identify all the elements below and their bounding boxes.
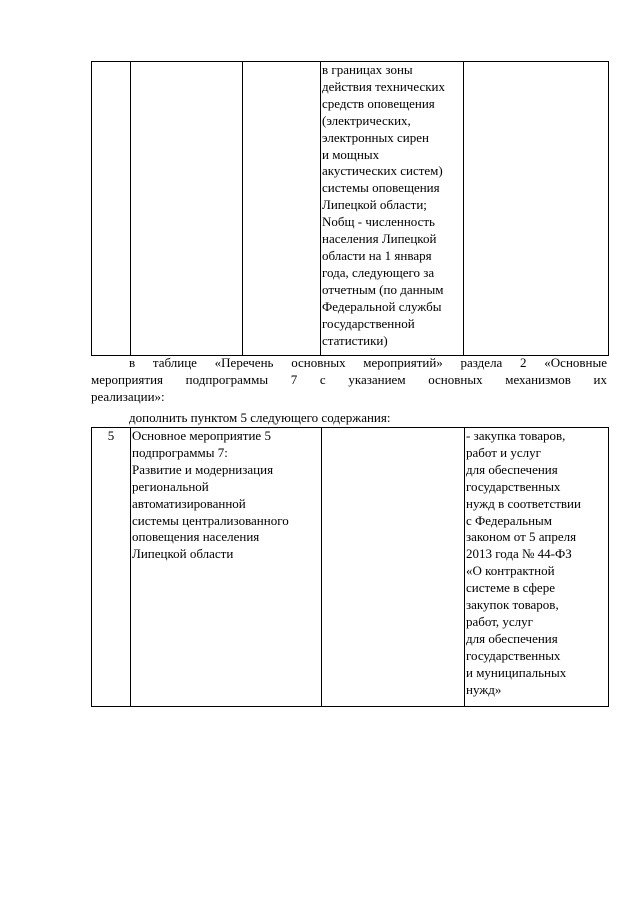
text-line: оповещения населения	[132, 529, 260, 545]
text-line: подпрограммы 7:	[132, 444, 228, 460]
measures-table	[91, 427, 609, 707]
table1-cell-formula-description	[321, 62, 464, 356]
table1-cell-3	[243, 62, 321, 356]
text-line: Липецкой области;	[322, 197, 427, 213]
text-line: в границах зоны	[322, 62, 413, 77]
text-line: системе в сфере	[466, 580, 555, 596]
measure-empty-cell	[322, 428, 465, 707]
text-line: работ, услуг	[466, 613, 534, 629]
text-line: статистики)	[322, 332, 388, 348]
text-line: Липецкой области	[132, 546, 234, 562]
text-line: государственных	[466, 647, 561, 663]
measure-mechanism	[465, 428, 609, 707]
text-line: действия технических	[322, 78, 445, 94]
text-line: автоматизированной	[132, 495, 246, 511]
amendment-instruction	[91, 410, 607, 427]
text-line: в таблице «Перечень основных мероприятий» раздела 2 «Основные	[129, 355, 607, 370]
row-number	[92, 428, 131, 707]
text-line: реализации»:	[91, 388, 165, 404]
text-line: отчетным (по данным	[322, 281, 444, 297]
text-line: системы централизованного	[132, 512, 289, 528]
continuation-table	[91, 61, 609, 356]
text-line: с Федеральным	[466, 512, 552, 528]
text-line: электронных сирен	[322, 129, 429, 145]
amendment-paragraph	[91, 355, 607, 406]
text-line: нужд в соответствии	[466, 495, 581, 511]
text-line: дополнить пунктом 5 следующего содержания:	[129, 410, 391, 425]
text-line: законом от 5 апреля	[466, 529, 577, 545]
text-line: - закупка товаров,	[466, 428, 566, 443]
text-line: мероприятия подпрограммы 7 с указанием основных механизмов их	[91, 371, 607, 387]
table1-cell-1	[92, 62, 131, 356]
text-line: Развитие и модернизация	[132, 461, 274, 477]
measure-title	[131, 428, 322, 707]
text-line: государственных	[466, 478, 561, 494]
text-line: акустических систем)	[322, 163, 443, 179]
text-line: Основное мероприятие 5	[132, 428, 271, 443]
text-line: для обеспечения	[466, 461, 558, 477]
table1-cell-5	[464, 62, 609, 356]
text-line: года, следующего за	[322, 264, 435, 280]
text-line: государственной	[322, 315, 415, 331]
text-line: 2013 года № 44-ФЗ	[466, 546, 572, 562]
text-line: области на 1 января	[322, 247, 432, 263]
text-line: для обеспечения	[466, 630, 558, 646]
table1-cell-2	[131, 62, 243, 356]
text-line: закупок товаров,	[466, 597, 559, 613]
text-line: и муниципальных	[466, 664, 567, 680]
text-line: и мощных	[322, 146, 380, 162]
text-line: Федеральной службы	[322, 298, 442, 314]
text-line: региональной	[132, 478, 209, 494]
row-number-value: 5	[107, 428, 115, 443]
text-line: нужд»	[466, 681, 502, 697]
text-line: средств оповещения	[322, 95, 435, 111]
text-line: Nобщ - численность	[322, 214, 435, 230]
text-line: «О контрактной	[466, 563, 555, 579]
text-line: населения Липецкой	[322, 231, 437, 247]
text-line: работ и услуг	[466, 444, 541, 460]
text-line: (электрических,	[322, 112, 411, 128]
text-line: системы оповещения	[322, 180, 440, 196]
